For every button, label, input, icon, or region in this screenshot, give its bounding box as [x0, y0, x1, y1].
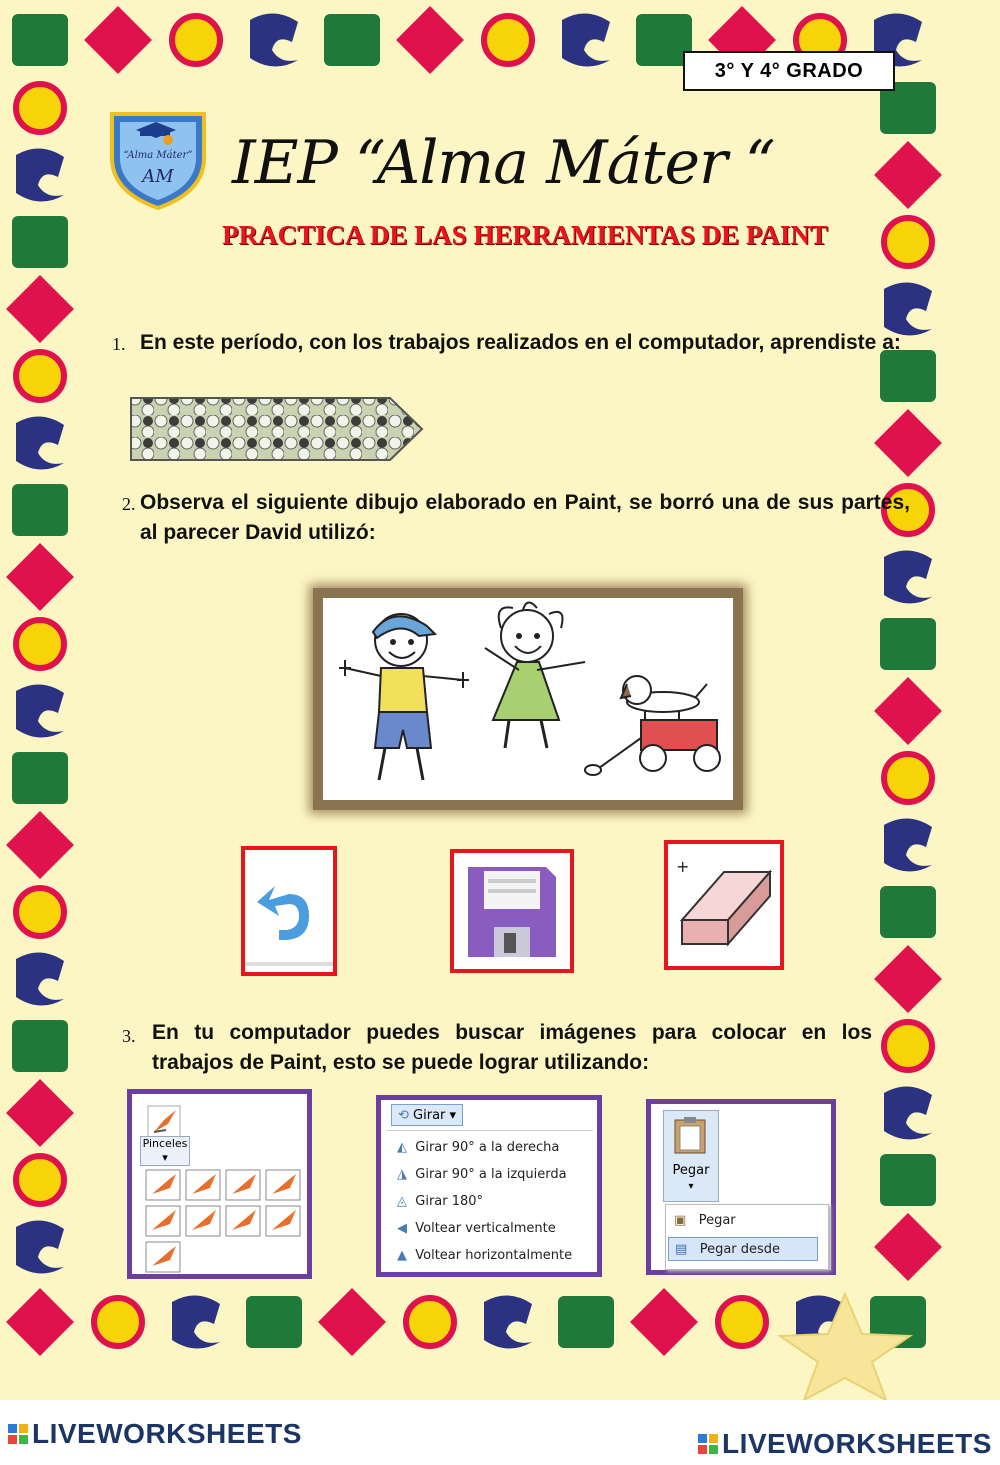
brush-styles-grid — [144, 1168, 308, 1276]
border-shape — [172, 16, 220, 64]
menu-item-rotate-right[interactable]: ◭ Girar 90° a la derecha — [397, 1140, 560, 1155]
border-shape — [318, 1288, 386, 1356]
border-shape — [12, 484, 68, 536]
border-shape — [94, 1298, 142, 1346]
border-shape — [562, 13, 610, 66]
border-shape — [884, 218, 932, 266]
rotate-left-icon: ◮ — [397, 1167, 407, 1182]
menu-item-flip-vertical[interactable]: ◀ Voltear verticalmente — [397, 1221, 556, 1236]
menu-item-paste[interactable]: ▣ Pegar — [674, 1213, 736, 1228]
border-shape — [718, 1298, 766, 1346]
border-shape — [874, 677, 942, 745]
logo-text: “Alma Máter” — [123, 150, 193, 161]
chevron-down-icon: ▾ — [162, 1151, 168, 1164]
border-shape — [12, 1020, 68, 1072]
border-shape — [246, 1296, 302, 1348]
option-save[interactable] — [450, 849, 574, 973]
liveworksheets-logo-left — [8, 1418, 302, 1450]
border-shape — [874, 1213, 942, 1281]
school-title: IEP “Alma Máter “ — [232, 128, 775, 198]
chevron-down-icon: ▾ — [688, 1181, 694, 1192]
border-shape — [6, 1288, 74, 1356]
worksheet-subtitle: PRACTICA DE LAS HERRAMIENTAS DE PAINT — [222, 220, 828, 250]
border-shape — [6, 811, 74, 879]
eraser-icon — [668, 844, 780, 966]
border-shape — [880, 886, 936, 938]
brand-squares-icon — [8, 1424, 28, 1444]
question-3-text: En tu computador puedes buscar imágenes para colocar en los trabajos de Paint, esto se puede lograr utilizando: — [152, 1021, 872, 1074]
border-shape — [558, 1296, 614, 1348]
clipboard-icon — [672, 1115, 708, 1155]
border-shape — [250, 13, 298, 66]
border-shape — [630, 1288, 698, 1356]
star-decoration-icon — [770, 1290, 920, 1400]
border-shape — [874, 945, 942, 1013]
option-undo[interactable] — [241, 846, 337, 976]
flip-horizontal-icon: ▲ — [397, 1248, 407, 1263]
border-shape — [884, 550, 932, 603]
border-shape — [484, 16, 532, 64]
menu-item-paste-from[interactable]: ▤ Pegar desde — [668, 1237, 818, 1261]
rotate-right-icon: ◭ — [397, 1140, 407, 1155]
border-shape — [16, 416, 64, 469]
rotate-button[interactable] — [391, 1104, 463, 1126]
question-2-number: 2. — [122, 494, 136, 514]
rotate-180-icon: ◬ — [397, 1194, 407, 1209]
border-shape — [6, 275, 74, 343]
svg-text:+: + — [676, 857, 690, 876]
border-shape — [884, 1086, 932, 1139]
border-shape — [324, 14, 380, 66]
rotate-button-label: Girar — [413, 1108, 446, 1123]
rotate-icon: ⟲ — [398, 1108, 409, 1123]
question-3-number: 3. — [122, 1026, 136, 1046]
school-shield-logo — [106, 108, 210, 212]
border-shape — [880, 1154, 936, 1206]
border-shape — [884, 754, 932, 802]
paste-from-icon: ▤ — [675, 1242, 688, 1257]
brushes-dropdown[interactable] — [140, 1136, 190, 1166]
kids-drawing-image — [323, 598, 733, 800]
border-shape — [12, 216, 68, 268]
answer-drop-zone-arrow[interactable] — [128, 393, 428, 465]
question-2-text: Observa el siguiente dibujo elaborado en Paint, se borró una de sus partes, al parecer David utilizó: — [140, 491, 910, 544]
border-shape — [6, 1079, 74, 1147]
menu-item-rotate-180[interactable]: ◬ Girar 180° — [397, 1194, 484, 1209]
paste-button-label: Pegar — [672, 1163, 710, 1178]
grade-label: 3° Y 4° GRADO — [683, 51, 895, 91]
border-shape — [16, 1156, 64, 1204]
border-shape — [884, 818, 932, 871]
border-shape — [16, 352, 64, 400]
menu-divider — [387, 1130, 593, 1131]
border-shape — [484, 1295, 532, 1348]
brand-text-right: LIVEWORKSHEETS — [722, 1428, 992, 1459]
option-rotate-menu[interactable] — [376, 1095, 602, 1277]
border-shape — [16, 684, 64, 737]
question-1-number: 1. — [112, 334, 126, 354]
brushes-label: Pinceles — [142, 1137, 188, 1150]
border-shape — [16, 148, 64, 201]
border-shape — [12, 14, 68, 66]
paste-button[interactable] — [663, 1110, 719, 1202]
border-shape — [16, 84, 64, 132]
border-shape — [880, 618, 936, 670]
border-shape — [16, 620, 64, 668]
border-shape — [172, 1295, 220, 1348]
border-shape — [874, 409, 942, 477]
option-brushes[interactable] — [127, 1089, 312, 1279]
undo-arrow-icon — [245, 850, 333, 972]
save-disk-icon — [454, 853, 570, 969]
menu-item-rotate-left[interactable]: ◮ Girar 90° a la izquierda — [397, 1167, 567, 1182]
brand-squares-icon — [698, 1434, 718, 1454]
question-1-text: En este período, con los trabajos realizados en el computador, aprendiste a: — [140, 331, 901, 354]
border-shape — [84, 6, 152, 74]
flip-vertical-icon: ◀ — [397, 1221, 407, 1236]
option-eraser[interactable] — [664, 840, 784, 970]
brand-text-left: LIVEWORKSHEETS — [32, 1418, 302, 1449]
border-shape — [406, 1298, 454, 1346]
border-shape — [874, 141, 942, 209]
liveworksheets-logo-right — [698, 1428, 992, 1460]
border-shape — [16, 1220, 64, 1273]
chevron-down-icon: ▾ — [449, 1108, 457, 1123]
menu-item-flip-horizontal[interactable]: ▲ Voltear horizontalmente — [397, 1248, 573, 1263]
option-paste-menu[interactable] — [646, 1099, 836, 1275]
logo-initials: AM — [142, 166, 174, 187]
border-shape — [396, 6, 464, 74]
paste-icon: ▣ — [674, 1213, 687, 1228]
paste-dropdown — [665, 1204, 829, 1270]
border-shape — [12, 752, 68, 804]
border-shape — [16, 952, 64, 1005]
brush-icon — [146, 1104, 182, 1140]
border-shape — [16, 888, 64, 936]
border-shape — [6, 543, 74, 611]
border-shape — [884, 1022, 932, 1070]
